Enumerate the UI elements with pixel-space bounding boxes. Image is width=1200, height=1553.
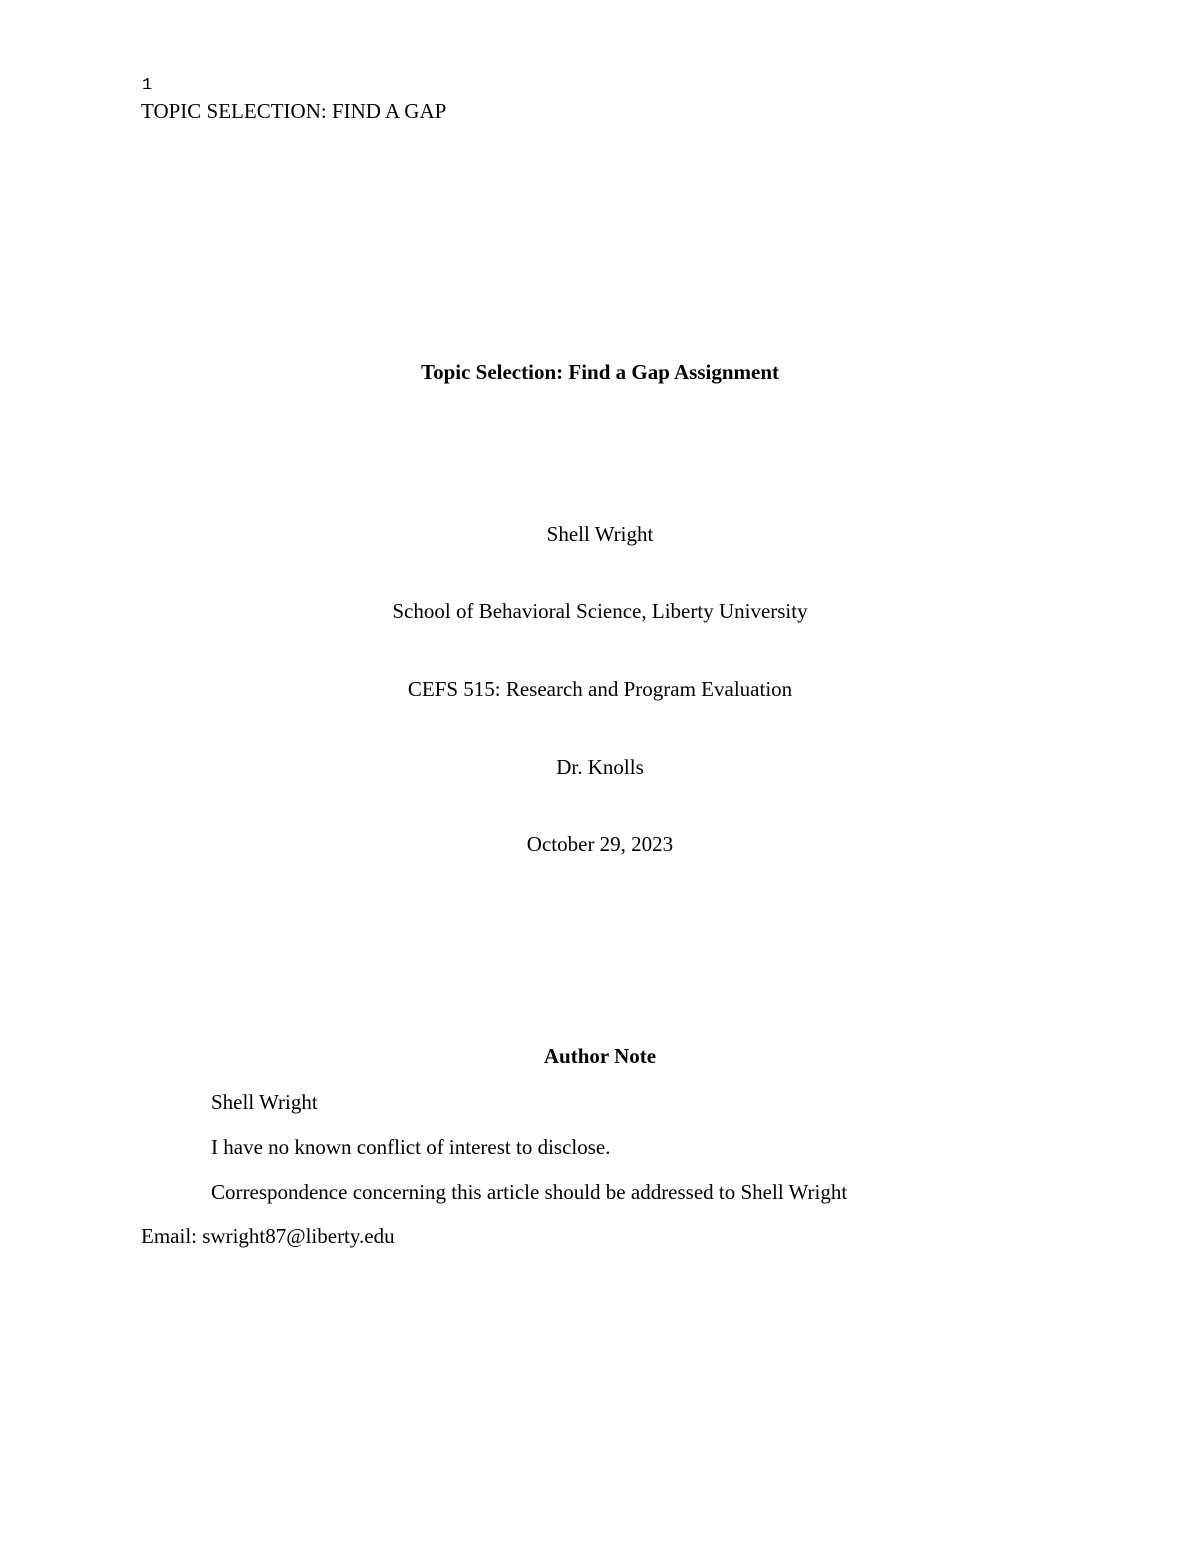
author-note-correspondence: Correspondence concerning this article should be addressed to Shell Wright: [211, 1180, 848, 1204]
course: CEFS 515: Research and Program Evaluation: [407, 677, 793, 701]
running-head: TOPIC SELECTION: FIND A GAP: [141, 99, 447, 123]
author-note-name: Shell Wright: [211, 1090, 318, 1114]
author-name: Shell Wright: [546, 522, 654, 546]
date: October 29, 2023: [526, 832, 674, 856]
author-note-email: Email: swright87@liberty.edu: [141, 1224, 395, 1248]
paper-title: Topic Selection: Find a Gap Assignment: [420, 360, 780, 384]
instructor: Dr. Knolls: [556, 755, 644, 779]
page-number: 1: [142, 76, 153, 95]
affiliation: School of Behavioral Science, Liberty University: [392, 599, 808, 623]
author-note-conflict: I have no known conflict of interest to disclose.: [211, 1135, 611, 1159]
author-note-heading: Author Note: [543, 1044, 657, 1068]
